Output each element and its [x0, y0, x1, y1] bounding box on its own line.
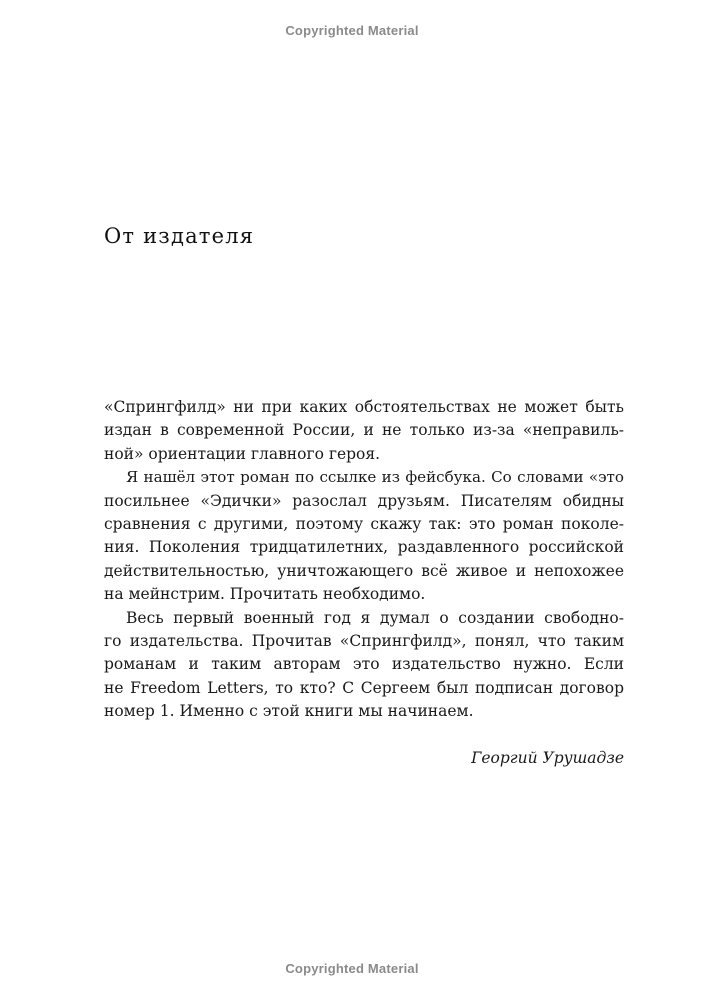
text-line: Весь первый военный год я думал о создании свободно-	[126, 608, 624, 627]
text-line: на мейнстрим. Прочитать необходимо.	[104, 585, 426, 604]
text-line: Я нашёл этот роман по ссылке из фейсбука. Со словами «это	[126, 468, 624, 487]
body-text	[104, 396, 624, 724]
text-line: романам и таким авторам это издательство нужно. Если	[104, 655, 624, 674]
text-line: сравнения с другими, поэтому скажу так: это роман поколе-	[104, 515, 624, 534]
paragraph-2	[104, 466, 624, 606]
paragraph-3	[104, 607, 624, 724]
text-line: посильнее «Эдички» разослал друзьям. Писателям обидны	[104, 491, 624, 510]
signature: Георгий Урушадзе	[471, 749, 624, 767]
text-line: ной» ориентации главного героя.	[104, 444, 381, 463]
text-line: не Freedom Letters, то кто? С Сергеем был подписан договор	[104, 678, 624, 697]
text-line: действительностью, уничтожающего всё живое и непохожее	[104, 561, 624, 580]
text-line: ния. Поколения тридцатилетних, раздавленного российской	[104, 538, 624, 557]
text-line: издан в современной России, и не только из-за «неправиль-	[104, 421, 624, 440]
page-title: От издателя	[104, 224, 255, 248]
copyright-watermark-top: Copyrighted Material	[285, 23, 419, 38]
copyright-watermark-bottom: Copyrighted Material	[285, 961, 419, 976]
text-line: «Спрингфилд» ни при каких обстоятельствах не может быть	[104, 398, 624, 416]
text-line: го издательства. Прочитав «Спрингфилд», понял, что таким	[104, 632, 624, 651]
text-line: номер 1. Именно с этой книги мы начинаем.	[104, 702, 474, 721]
paragraph-1	[104, 396, 624, 466]
